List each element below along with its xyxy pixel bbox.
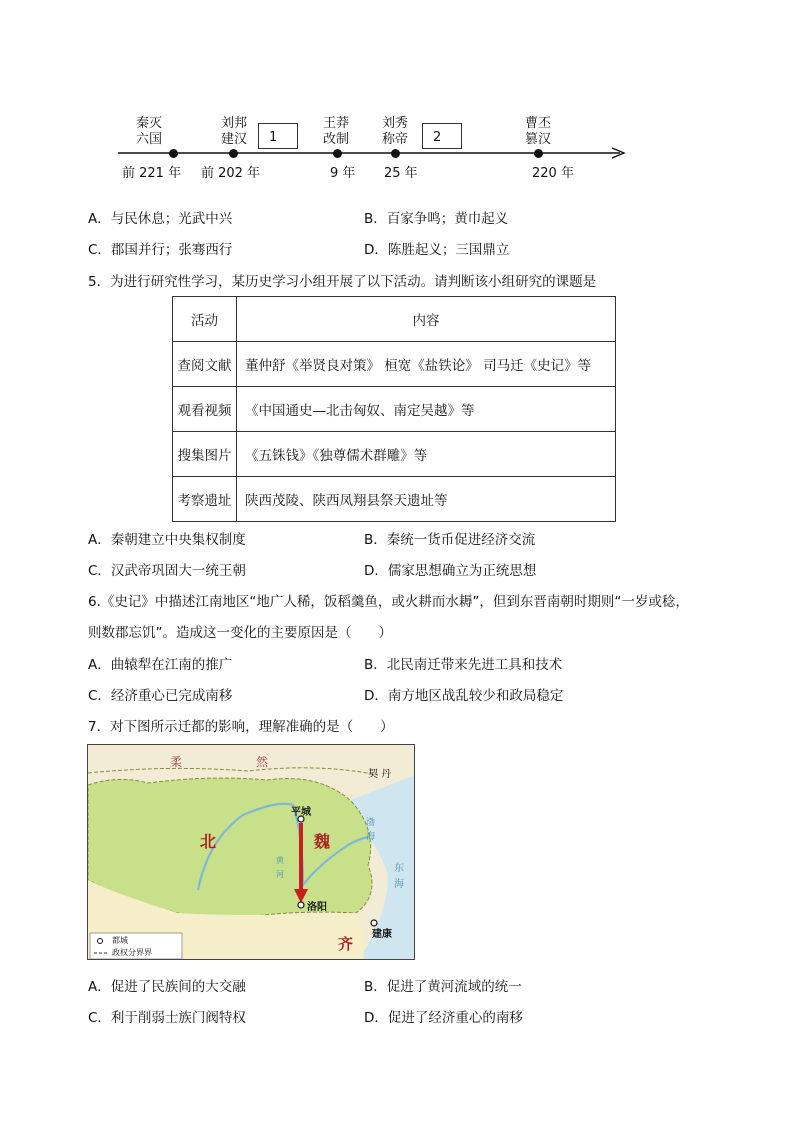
timeline-year: 前 202 年	[201, 166, 261, 181]
table-row	[173, 477, 616, 522]
timeline-dot	[229, 149, 238, 158]
map-label-bohai: 海	[366, 832, 376, 842]
timeline-event-label: 秦灭 六国	[135, 116, 162, 147]
map-label-river: 黄	[276, 856, 284, 865]
table-header-cell: 活动	[173, 297, 237, 342]
q4-option-b[interactable]: B．百家争鸣；黄巾起义	[364, 211, 509, 227]
timeline-year: 25 年	[384, 166, 418, 181]
timeline-year: 220 年	[532, 166, 574, 181]
q7-stem: 7．对下图所示迁都的影响，理解准确的是（ ）	[88, 719, 394, 735]
q7-option-c[interactable]: C．利于削弱士族门阀特权	[88, 1010, 246, 1026]
timeline-year: 9 年	[330, 166, 356, 181]
q7-option-d[interactable]: D．促进了经济重心的南移	[364, 1010, 523, 1026]
q7-option-a[interactable]: A．促进了民族间的大交融	[88, 979, 246, 995]
q6-stem-line-1: 6.《史记》中描述江南地区“地广人稀，饭稻羹鱼，或火耕而水耨”，但到东晋南朝时期则“一岁或稔，	[88, 594, 689, 610]
timeline-dot	[333, 149, 342, 158]
q4-option-a[interactable]: A．与民休息；光武中兴	[88, 211, 233, 227]
map-label-jiankang: 建康	[372, 929, 392, 940]
table-row	[173, 432, 616, 477]
table-cell: 《五铢钱》《独尊儒术群雕》等	[237, 432, 616, 477]
q5-option-b[interactable]: B．秦统一货币促进经济交流	[364, 532, 536, 548]
q5-activity-table	[172, 296, 616, 522]
table-cell: 董仲舒《举贤良对策》 桓宽《盐铁论》 司马迁《史记》等	[237, 342, 616, 387]
timeline-dot	[169, 149, 178, 158]
map-label-bohai: 渤	[366, 818, 376, 828]
map-label-east-sea: 东	[394, 863, 404, 874]
q6-option-d[interactable]: D．南方地区战乱较少和政局稳定	[364, 688, 564, 704]
q6-option-b[interactable]: B．北民南迁带来先进工具和技术	[364, 657, 563, 673]
q5-option-c[interactable]: C．汉武帝巩固大一统王朝	[88, 563, 246, 579]
q4-option-c[interactable]: C．郡国并行；张骞西行	[88, 242, 233, 258]
timeline-event-label: 刘邦 建汉	[220, 116, 247, 147]
table-cell: 《中国通史—北击匈奴、南定吴越》等	[237, 387, 616, 432]
map-label-river: 河	[276, 870, 284, 879]
northern-wei-migration-map	[87, 744, 415, 960]
q7-option-b[interactable]: B．促进了黄河流域的统一	[364, 979, 522, 995]
table-header-cell: 内容	[237, 297, 616, 342]
map-label-wei: 魏	[314, 832, 331, 851]
q6-option-c[interactable]: C．经济重心已完成南移	[88, 688, 233, 704]
table-cell: 考察遗址	[173, 477, 237, 522]
legend-capital-label: 都城	[112, 936, 128, 945]
timeline-year: 前 221 年	[122, 166, 182, 181]
map-label-qi: 齐	[338, 935, 354, 953]
map-label-east-sea: 海	[394, 879, 404, 890]
map-label-bei: 北	[200, 832, 217, 851]
timeline-event-label: 曹丕 篡汉	[524, 116, 551, 147]
timeline-event-label: 刘秀 称帝	[381, 116, 408, 147]
table-header-row	[173, 297, 616, 342]
legend-border-label: 政权分界界	[112, 948, 152, 957]
table-cell: 陕西茂陵、陕西凤翔县祭天遗址等	[237, 477, 616, 522]
table-row	[173, 387, 616, 432]
map-label-rouran: 然	[256, 755, 269, 769]
map-graphic	[88, 745, 415, 960]
table-cell: 搜集图片	[173, 432, 237, 477]
map-label-pingcheng: 平城	[291, 807, 311, 818]
q6-option-a[interactable]: A．曲辕犁在江南的推广	[88, 657, 233, 673]
map-label-rouran: 柔	[170, 755, 183, 769]
map-label-qidan: 契 丹	[368, 769, 392, 780]
timeline-event-label: 王莽 改制	[322, 116, 349, 147]
timeline-dot	[391, 149, 400, 158]
q5-stem: 5．为进行研究性学习，某历史学习小组开展了以下活动。请判断该小组研究的课题是	[88, 274, 597, 290]
table-cell: 观看视频	[173, 387, 237, 432]
q5-option-a[interactable]: A．秦朝建立中央集权制度	[88, 532, 246, 548]
timeline-blank-box-1: 1	[258, 123, 298, 149]
timeline-dot	[534, 149, 543, 158]
map-label-luoyang: 洛阳	[307, 902, 327, 913]
timeline-blank-box-2: 2	[422, 123, 462, 149]
q5-option-d[interactable]: D．儒家思想确立为正统思想	[364, 563, 537, 579]
table-row	[173, 342, 616, 387]
q4-option-d[interactable]: D．陈胜起义；三国鼎立	[364, 242, 510, 258]
table-cell: 查阅文献	[173, 342, 237, 387]
q6-stem-line-2: 则数郡忘饥”。造成这一变化的主要原因是（ ）	[88, 625, 392, 641]
